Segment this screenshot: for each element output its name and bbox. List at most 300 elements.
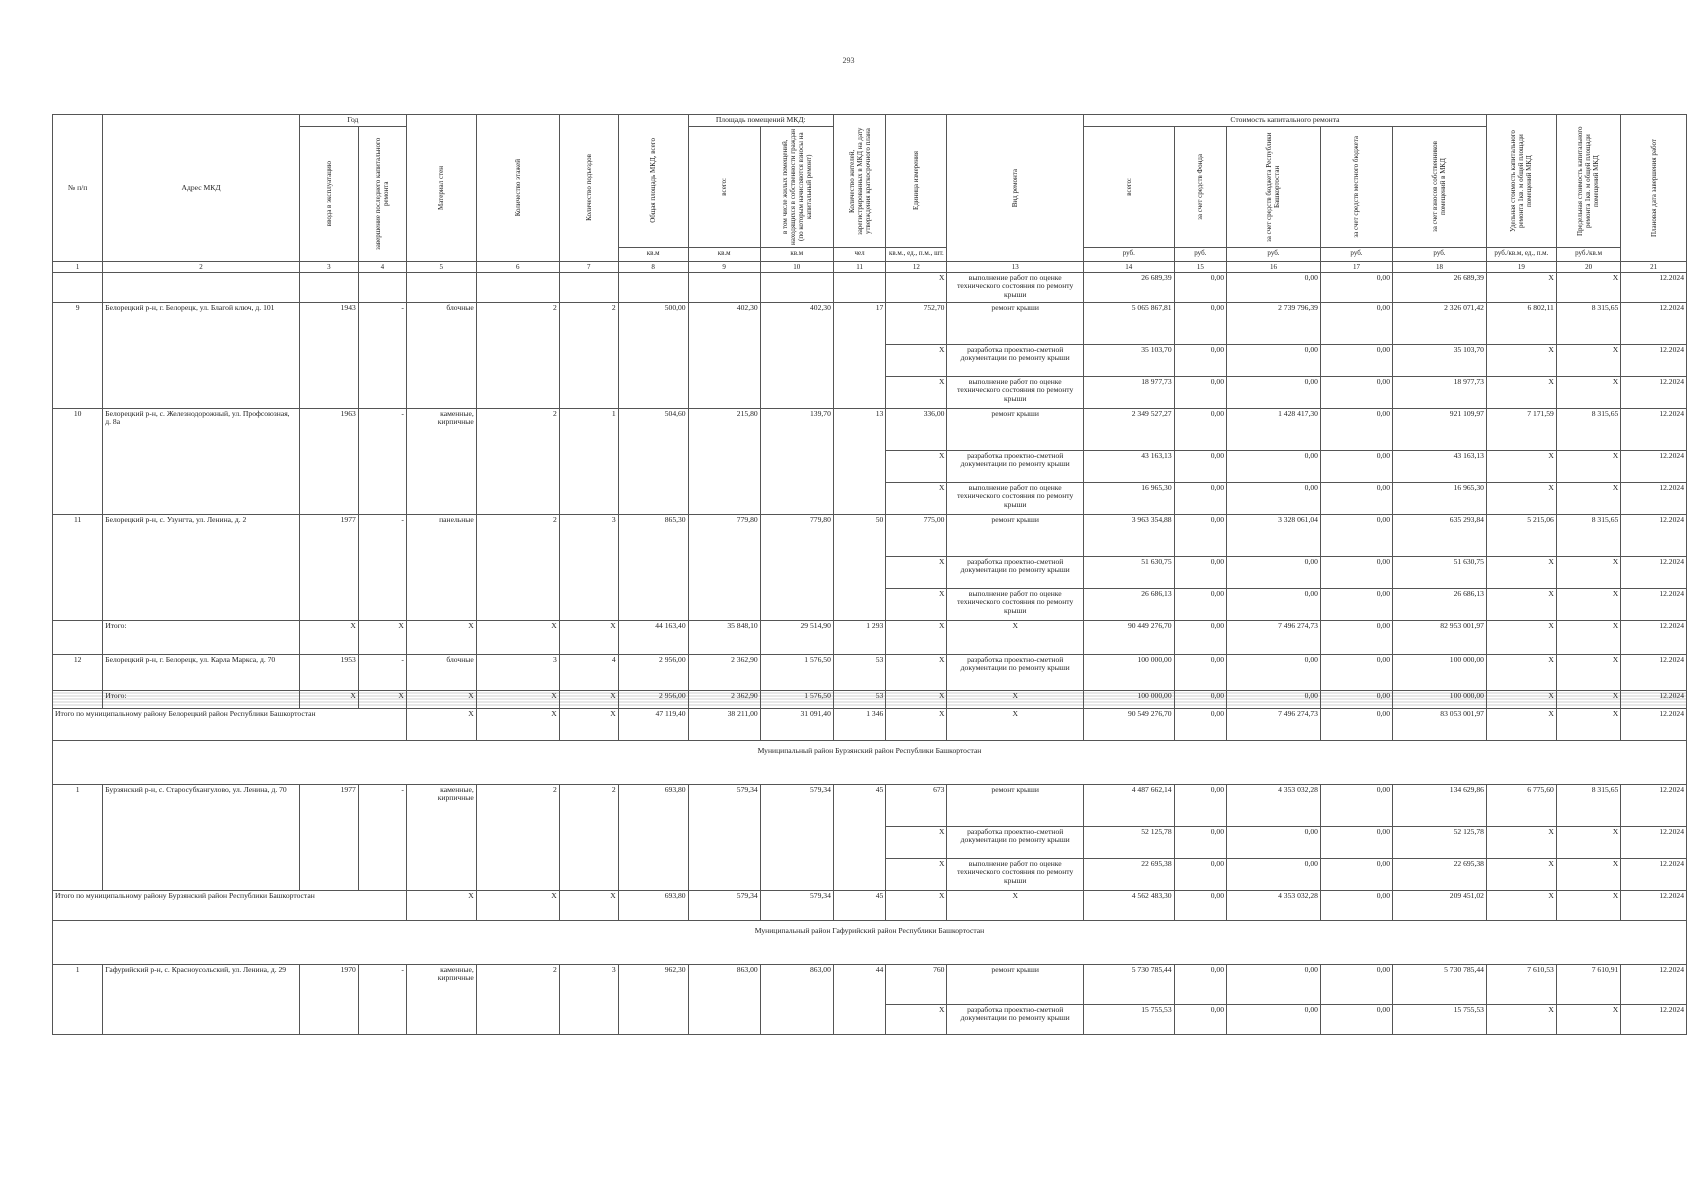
cell-cost-total: 5 065 867,81 — [1083, 302, 1174, 344]
cell-entrances: 3 — [559, 514, 618, 620]
cell-year-commission: 1943 — [299, 302, 358, 408]
cell-cost-fund: 0,00 — [1174, 826, 1226, 858]
cell-entrances: 2 — [559, 784, 618, 890]
cell-repair-type: разработка проектно-сметной документации по ремонту крыши — [947, 556, 1084, 588]
cell-cost-total: 18 977,73 — [1083, 376, 1174, 408]
total-cost-local: 0,00 — [1320, 890, 1392, 920]
cell-date: 12.2024 — [1621, 302, 1687, 344]
header-premises-residents: в том числе жилых помещений, находящихся в собственности граждан (по которым начисляются взносы на капитальный ремонт) — [760, 126, 833, 247]
cell-cost-owners: 26 686,13 — [1393, 588, 1487, 620]
header-address: Адрес МКД — [103, 115, 300, 262]
total-floors: X — [476, 890, 559, 920]
cell-max-cost: 7 610,91 — [1556, 964, 1620, 1004]
cell-cost-rb: 4 353 032,28 — [1227, 784, 1321, 826]
cell-cost-total: 2 349 527,27 — [1083, 408, 1174, 450]
cell-cost-rb: 0,00 — [1227, 376, 1321, 408]
cell-unit-cost: 7 610,53 — [1486, 964, 1556, 1004]
cell-date: 12.2024 — [1621, 450, 1687, 482]
cell-cost-owners: 100 000,00 — [1393, 654, 1487, 690]
subtotal-unit-cost: X — [1486, 620, 1556, 654]
total-max-cost: X — [1556, 708, 1620, 740]
cell-cost-total: 100 000,00 — [1083, 654, 1174, 690]
cell-cost-owners: 5 730 785,44 — [1393, 964, 1487, 1004]
subtotal-row — [53, 620, 1687, 654]
cell-repair-type: ремонт крыши — [947, 302, 1084, 344]
subtotal-premises-total: 2 362,90 — [688, 690, 760, 708]
cell-premises-total: 779,80 — [688, 514, 760, 620]
cell-unit-cost: X — [1486, 344, 1556, 376]
cell-year-last-repair: - — [358, 654, 406, 690]
cell-unit: X — [886, 654, 947, 690]
cell-cost-fund: 0,00 — [1174, 376, 1226, 408]
subtotal-unit: X — [886, 690, 947, 708]
subtotal-cost-local: 0,00 — [1320, 620, 1392, 654]
total-premises-residents: 31 091,40 — [760, 708, 833, 740]
total-unit-cost: X — [1486, 890, 1556, 920]
cell-year-last-repair: - — [358, 302, 406, 408]
cell-cost-owners: 51 630,75 — [1393, 556, 1487, 588]
cell-unit: X — [886, 858, 947, 890]
cell-cost-total: 3 963 354,88 — [1083, 514, 1174, 556]
subtotal-row — [53, 690, 1687, 708]
cell-date: 12.2024 — [1621, 408, 1687, 450]
subtotal-entrances: X — [559, 620, 618, 654]
cell-entrances: 4 — [559, 654, 618, 690]
cell-unit-cost: X — [1486, 826, 1556, 858]
district-total-row — [53, 890, 1687, 920]
total-total-area: 693,80 — [618, 890, 688, 920]
subtotal-repair-type: X — [947, 620, 1084, 654]
total-total-area: 47 119,40 — [618, 708, 688, 740]
subtotal-year-commission: X — [299, 690, 358, 708]
unit-unit-cost: руб./кв.м, ед., п.м. — [1486, 247, 1556, 261]
cell-premises-residents: 139,70 — [760, 408, 833, 514]
cell-residents: 17 — [833, 302, 885, 408]
col-number: 13 — [947, 261, 1084, 272]
subtotal-cost-fund: 0,00 — [1174, 620, 1226, 654]
cell-wall-material: блочные — [406, 654, 476, 690]
cell-unit: X — [886, 482, 947, 514]
cell-num: 1 — [53, 964, 103, 1034]
subtotal-residents: 53 — [833, 690, 885, 708]
header-total-area: Общая площадь МКД, всего — [618, 115, 688, 248]
cell-cost-rb: 0,00 — [1227, 272, 1321, 302]
subtotal-entrances: X — [559, 690, 618, 708]
cell-year-commission: 1953 — [299, 654, 358, 690]
header-cost-local: за счет средств местного бюджета — [1320, 126, 1392, 247]
cell-cost-fund: 0,00 — [1174, 482, 1226, 514]
col-number: 18 — [1393, 261, 1487, 272]
cell-cost-fund: 0,00 — [1174, 450, 1226, 482]
cell-cost-owners: 635 293,84 — [1393, 514, 1487, 556]
cell-premises-total: 215,80 — [688, 408, 760, 514]
cell-repair-type: выполнение работ по оценке технического состояния по ремонту крыши — [947, 858, 1084, 890]
cell-repair-type: разработка проектно-сметной документации по ремонту крыши — [947, 654, 1084, 690]
cell-unit: X — [886, 588, 947, 620]
section-title: Муниципальный район Бурзянский район Республики Башкортостан — [53, 740, 1687, 784]
cell-cost-local: 0,00 — [1320, 302, 1392, 344]
total-residents: 1 346 — [833, 708, 885, 740]
cell-unit-cost: X — [1486, 1004, 1556, 1034]
cell-cost-local: 0,00 — [1320, 1004, 1392, 1034]
cell-repair-type: разработка проектно-сметной документации по ремонту крыши — [947, 344, 1084, 376]
cell-cost-fund: 0,00 — [1174, 784, 1226, 826]
cell-cost-owners: 35 103,70 — [1393, 344, 1487, 376]
cell-premises-total: 2 362,90 — [688, 654, 760, 690]
cell-unit-cost: X — [1486, 654, 1556, 690]
cell-date: 12.2024 — [1621, 964, 1687, 1004]
header-cost-total: всего: — [1083, 126, 1174, 247]
cell-cost-total: 43 163,13 — [1083, 450, 1174, 482]
subtotal-cost-total: 100 000,00 — [1083, 690, 1174, 708]
header-wall-material: Материал стен — [406, 115, 476, 262]
cell-address: Белорецкий р-н, с. Железнодорожный, ул. Профсоюзная, д. 8а — [103, 408, 300, 514]
cell-cost-owners: 16 965,30 — [1393, 482, 1487, 514]
cell-residents: 13 — [833, 408, 885, 514]
cell-total-area: 2 956,00 — [618, 654, 688, 690]
cell-cost-owners: 52 125,78 — [1393, 826, 1487, 858]
table-row — [53, 964, 1687, 1004]
cell-cost-fund: 0,00 — [1174, 302, 1226, 344]
header-premises-total: всего: — [688, 126, 760, 247]
unit-premises-total: кв.м — [688, 247, 760, 261]
subtotal-total-area: 44 163,40 — [618, 620, 688, 654]
total-cost-local: 0,00 — [1320, 708, 1392, 740]
cell-num: 1 — [53, 784, 103, 890]
total-date: 12.2024 — [1621, 890, 1687, 920]
subtotal-floors: X — [476, 620, 559, 654]
cell-num: 12 — [53, 654, 103, 690]
col-number: 14 — [1083, 261, 1174, 272]
total-entrances: X — [559, 708, 618, 740]
cell-premises-residents: 863,00 — [760, 964, 833, 1034]
cell-residents: 44 — [833, 964, 885, 1034]
subtotal-date: 12.2024 — [1621, 690, 1687, 708]
total-repair-type: X — [947, 708, 1084, 740]
cell-wall-material: панельные — [406, 514, 476, 620]
header-cost-fund: за счет средств Фонда — [1174, 126, 1226, 247]
total-repair-type: X — [947, 890, 1084, 920]
header-entrances: Количество подъездов — [559, 115, 618, 262]
col-number: 21 — [1621, 261, 1687, 272]
cell-wall-material: каменные, кирпичные — [406, 408, 476, 514]
cell-unit-cost: X — [1486, 588, 1556, 620]
cell-entrances: 3 — [559, 964, 618, 1034]
cell-max-cost: 8 315,65 — [1556, 302, 1620, 344]
cell-max-cost: X — [1556, 376, 1620, 408]
cell-cost-local: 0,00 — [1320, 482, 1392, 514]
cell-floors: 2 — [476, 302, 559, 408]
header-unit-cost: Удельная стоимость капитального ремонта 1кв. м общей площади помещений МКД — [1486, 115, 1556, 248]
cell-year-last-repair: - — [358, 408, 406, 514]
subtotal-year-commission: X — [299, 620, 358, 654]
total-wall-material: X — [406, 890, 476, 920]
subtotal-cost-rb: 0,00 — [1227, 690, 1321, 708]
total-premises-residents: 579,34 — [760, 890, 833, 920]
header-floors: Количество этажей — [476, 115, 559, 262]
header-year-commission: ввода в эксплуатацию — [299, 126, 358, 261]
cell-unit: X — [886, 376, 947, 408]
cell-cost-local: 0,00 — [1320, 784, 1392, 826]
header-num: № п/п — [53, 115, 103, 262]
unit-cost-fund: руб. — [1174, 247, 1226, 261]
cell-unit: X — [886, 1004, 947, 1034]
cell-cost-fund: 0,00 — [1174, 344, 1226, 376]
cell-unit: 775,00 — [886, 514, 947, 556]
cell-num: 9 — [53, 302, 103, 408]
cell-unit: X — [886, 272, 947, 302]
cell-unit-cost: X — [1486, 376, 1556, 408]
cell-residents: 53 — [833, 654, 885, 690]
cell-cost-local: 0,00 — [1320, 588, 1392, 620]
table-row — [53, 784, 1687, 826]
header-cost-owners: за счет взносов собственников помещений в МКД — [1393, 126, 1487, 247]
cell-date: 12.2024 — [1621, 514, 1687, 556]
cell-max-cost: X — [1556, 272, 1620, 302]
cell-cost-fund: 0,00 — [1174, 556, 1226, 588]
cell-cost-local: 0,00 — [1320, 826, 1392, 858]
cell-date: 12.2024 — [1621, 1004, 1687, 1034]
cell-year-commission: 1970 — [299, 964, 358, 1034]
table-row — [53, 302, 1687, 344]
cell-cost-rb: 0,00 — [1227, 654, 1321, 690]
cell-repair-type: выполнение работ по оценке технического состояния по ремонту крыши — [947, 376, 1084, 408]
cell-premises-residents: 779,80 — [760, 514, 833, 620]
subtotal-cost-owners: 82 953 001,97 — [1393, 620, 1487, 654]
cell-cost-fund: 0,00 — [1174, 514, 1226, 556]
header-row-1 — [53, 115, 1687, 127]
cell-address: Гафурийский р-н, с. Красноусольский, ул. Ленина, д. 29 — [103, 964, 300, 1034]
col-number: 15 — [1174, 261, 1226, 272]
cell-repair-type: выполнение работ по оценке технического состояния по ремонту крыши — [947, 482, 1084, 514]
total-cost-total: 90 549 276,70 — [1083, 708, 1174, 740]
cell-address: Белорецкий р-н, г. Белорецк, ул. Карла Маркса, д. 70 — [103, 654, 300, 690]
cell-year-commission: 1963 — [299, 408, 358, 514]
col-number: 10 — [760, 261, 833, 272]
total-date: 12.2024 — [1621, 708, 1687, 740]
page-number: 293 — [842, 56, 855, 65]
subtotal-residents: 1 293 — [833, 620, 885, 654]
col-number: 3 — [299, 261, 358, 272]
cell-date: 12.2024 — [1621, 556, 1687, 588]
unit-cost-owners: руб. — [1393, 247, 1487, 261]
table-row — [53, 654, 1687, 690]
cell-premises-residents: 1 576,50 — [760, 654, 833, 690]
col-number: 17 — [1320, 261, 1392, 272]
cell-repair-type: разработка проектно-сметной документации по ремонту крыши — [947, 450, 1084, 482]
cell-repair-type: выполнение работ по оценке технического состояния по ремонту крыши — [947, 588, 1084, 620]
subtotal-max-cost: X — [1556, 620, 1620, 654]
cell-cost-rb: 3 328 061,04 — [1227, 514, 1321, 556]
cell-cost-owners: 22 695,38 — [1393, 858, 1487, 890]
subtotal-cost-rb: 7 496 274,73 — [1227, 620, 1321, 654]
section-header-row — [53, 740, 1687, 784]
cell-unit: 760 — [886, 964, 947, 1004]
cell-premises-total: 579,34 — [688, 784, 760, 890]
cell-unit-cost: 5 215,06 — [1486, 514, 1556, 556]
header-cost-group: Стоимость капитального ремонта — [1083, 115, 1486, 127]
unit-premises-residents: кв.м — [760, 247, 833, 261]
cell-unit-cost: X — [1486, 858, 1556, 890]
cell-cost-total: 26 686,13 — [1083, 588, 1174, 620]
cell-year-commission: 1977 — [299, 514, 358, 620]
cell-floors: 2 — [476, 964, 559, 1034]
total-residents: 45 — [833, 890, 885, 920]
cell-num: 10 — [53, 408, 103, 514]
cell-repair-type: ремонт крыши — [947, 784, 1084, 826]
cell-cost-rb: 0,00 — [1227, 1004, 1321, 1034]
cell-cost-local: 0,00 — [1320, 376, 1392, 408]
cell-cost-rb: 0,00 — [1227, 482, 1321, 514]
cell-cost-rb: 0,00 — [1227, 826, 1321, 858]
unit-cost-total: руб. — [1083, 247, 1174, 261]
table-row — [53, 514, 1687, 556]
cell-unit-cost: X — [1486, 272, 1556, 302]
cell-cost-fund: 0,00 — [1174, 272, 1226, 302]
cell-cost-total: 4 487 662,14 — [1083, 784, 1174, 826]
cell-wall-material: каменные, кирпичные — [406, 784, 476, 890]
cell-cost-fund: 0,00 — [1174, 1004, 1226, 1034]
section-header-row — [53, 920, 1687, 964]
cell-entrances: 1 — [559, 408, 618, 514]
subtotal-label: Итого: — [103, 620, 300, 654]
table-row — [53, 272, 1687, 302]
subtotal-unit: X — [886, 620, 947, 654]
cell-cost-local: 0,00 — [1320, 556, 1392, 588]
cell-premises-residents: 402,30 — [760, 302, 833, 408]
cell-cost-owners: 15 755,53 — [1393, 1004, 1487, 1034]
total-premises-total: 579,34 — [688, 890, 760, 920]
cell-cost-total: 26 689,39 — [1083, 272, 1174, 302]
total-premises-total: 38 211,00 — [688, 708, 760, 740]
cell-cost-local: 0,00 — [1320, 272, 1392, 302]
cell-year-last-repair: - — [358, 514, 406, 620]
subtotal-premises-residents: 29 514,90 — [760, 620, 833, 654]
cell-cost-fund: 0,00 — [1174, 654, 1226, 690]
total-cost-total: 4 562 483,30 — [1083, 890, 1174, 920]
cell-max-cost: X — [1556, 1004, 1620, 1034]
cell-date: 12.2024 — [1621, 376, 1687, 408]
subtotal-premises-residents: 1 576,50 — [760, 690, 833, 708]
cell-address: Белорецкий р-н, с. Узунгта, ул. Ленина, д. 2 — [103, 514, 300, 620]
cell-cost-rb: 0,00 — [1227, 964, 1321, 1004]
cell-unit-cost: 6 775,60 — [1486, 784, 1556, 826]
cell-total-area: 500,00 — [618, 302, 688, 408]
cell-cost-local: 0,00 — [1320, 408, 1392, 450]
cell-unit: X — [886, 826, 947, 858]
col-number: 19 — [1486, 261, 1556, 272]
col-number: 7 — [559, 261, 618, 272]
cell-unit-cost: 6 802,11 — [1486, 302, 1556, 344]
cell-cost-rb: 0,00 — [1227, 858, 1321, 890]
cell-num: 11 — [53, 514, 103, 620]
subtotal-year-last-repair: X — [358, 690, 406, 708]
cell-wall-material: блочные — [406, 302, 476, 408]
total-wall-material: X — [406, 708, 476, 740]
cell-cost-fund: 0,00 — [1174, 964, 1226, 1004]
cell-cost-total: 35 103,70 — [1083, 344, 1174, 376]
cell-cost-total: 52 125,78 — [1083, 826, 1174, 858]
cell-cost-total: 15 755,53 — [1083, 1004, 1174, 1034]
header-max-cost: Предельная стоимость капитального ремонта 1кв. м общей площади помещений МКД — [1556, 115, 1620, 248]
subtotal-date: 12.2024 — [1621, 620, 1687, 654]
cell-unit: 752,70 — [886, 302, 947, 344]
total-cost-owners: 83 053 001,97 — [1393, 708, 1487, 740]
header-year-last-repair: завершение последнего капитального ремонта — [358, 126, 406, 261]
total-cost-owners: 209 451,02 — [1393, 890, 1487, 920]
cell-date: 12.2024 — [1621, 826, 1687, 858]
table-row — [53, 408, 1687, 450]
cell-repair-type: разработка проектно-сметной документации по ремонту крыши — [947, 826, 1084, 858]
cell-date: 12.2024 — [1621, 272, 1687, 302]
cell-premises-total: 402,30 — [688, 302, 760, 408]
cell-cost-fund: 0,00 — [1174, 588, 1226, 620]
col-number: 4 — [358, 261, 406, 272]
unit-cost-local: руб. — [1320, 247, 1392, 261]
cell-cost-rb: 1 428 417,30 — [1227, 408, 1321, 450]
cell-cost-local: 0,00 — [1320, 344, 1392, 376]
total-cost-rb: 4 353 032,28 — [1227, 890, 1321, 920]
col-number: 8 — [618, 261, 688, 272]
cell-max-cost: X — [1556, 450, 1620, 482]
col-number: 11 — [833, 261, 885, 272]
subtotal-cost-local: 0,00 — [1320, 690, 1392, 708]
cell-total-area: 693,80 — [618, 784, 688, 890]
subtotal-cost-total: 90 449 276,70 — [1083, 620, 1174, 654]
cell-cost-local: 0,00 — [1320, 450, 1392, 482]
cell-repair-type: ремонт крыши — [947, 408, 1084, 450]
district-total-label: Итого по муниципальному району Бурзянский район Республики Башкортостан — [53, 890, 407, 920]
cell-max-cost: 8 315,65 — [1556, 784, 1620, 826]
cell-cost-local: 0,00 — [1320, 858, 1392, 890]
header-residents: Количество жителей, зарегистрированных в МКД на дату утверждения краткосрочного плана — [833, 115, 885, 248]
column-numbers-row — [53, 261, 1687, 272]
cell-max-cost: X — [1556, 826, 1620, 858]
cell-date: 12.2024 — [1621, 858, 1687, 890]
cell-floors: 2 — [476, 514, 559, 620]
subtotal-max-cost: X — [1556, 690, 1620, 708]
header-year-group: Год — [299, 115, 406, 127]
repair-plan-table — [52, 114, 1687, 1035]
cell-unit: X — [886, 450, 947, 482]
unit-total-area: кв.м — [618, 247, 688, 261]
cell-cost-owners: 921 109,97 — [1393, 408, 1487, 450]
cell-entrances: 2 — [559, 302, 618, 408]
cell-cost-owners: 26 689,39 — [1393, 272, 1487, 302]
unit-measure: кв.м., ед., п.м., шт. — [886, 247, 947, 261]
total-floors: X — [476, 708, 559, 740]
total-cost-rb: 7 496 274,73 — [1227, 708, 1321, 740]
subtotal-premises-total: 35 848,10 — [688, 620, 760, 654]
cell-unit-cost: 7 171,59 — [1486, 408, 1556, 450]
district-total-row — [53, 708, 1687, 740]
cell-cost-total: 22 695,38 — [1083, 858, 1174, 890]
cell-cost-local: 0,00 — [1320, 964, 1392, 1004]
unit-cost-rb: руб. — [1227, 247, 1321, 261]
cell-date: 12.2024 — [1621, 588, 1687, 620]
cell-date: 12.2024 — [1621, 654, 1687, 690]
cell-cost-rb: 2 739 796,39 — [1227, 302, 1321, 344]
cell-address: Бурзянский р-н, с. Старосубхангулово, ул. Ленина, д. 70 — [103, 784, 300, 890]
subtotal-wall-material: X — [406, 620, 476, 654]
subtotal-cost-fund: 0,00 — [1174, 690, 1226, 708]
cell-repair-type: ремонт крыши — [947, 514, 1084, 556]
cell-max-cost: X — [1556, 588, 1620, 620]
header-unit: Единица измерения — [886, 115, 947, 248]
header-premises-group: Площадь помещений МКД: — [688, 115, 833, 127]
cell-address: Белорецкий р-н, г. Белорецк, ул. Благой ключ, д. 101 — [103, 302, 300, 408]
subtotal-year-last-repair: X — [358, 620, 406, 654]
